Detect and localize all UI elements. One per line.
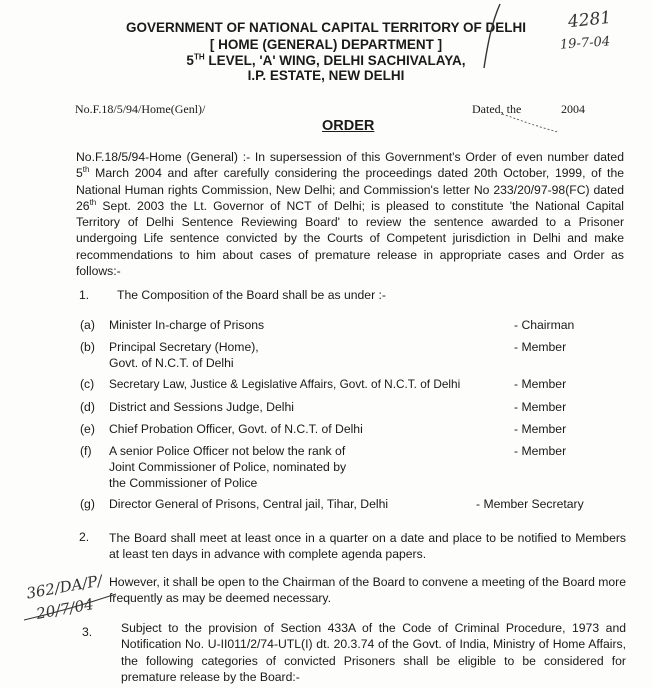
board-member-g: Director General of Prisons, Central jail, Tihar, Delhi [109, 497, 389, 511]
board-member-e: Chief Probation Officer, Govt. of N.C.T. of Delhi [109, 422, 363, 436]
board-mark-a: (a) [80, 318, 95, 332]
header-line-4: I.P. ESTATE, NEW DELHI [247, 68, 405, 83]
section-3-text: Subject to the provision of Section 433A of the Code of Criminal Procedure, 1973 and Notification No. U-II011/2/74-UTL(I) dt. 20.3.74 of the Govt. of India, Ministry of Home Affairs, the following categories of convicted Prisoners shall be eligible to be considered for premature release by the Board:- [121, 621, 626, 684]
board-mark-f: (f) [80, 444, 92, 458]
header-line-2: [ HOME (GENERAL) DEPARTMENT ] [209, 37, 443, 52]
board-member-b: Principal Secretary (Home), [109, 340, 259, 354]
section-2-number: 2. [79, 530, 90, 544]
board-mark-g: (g) [80, 497, 95, 511]
page-title: ORDER [322, 118, 375, 134]
margin-note-1: 362/DA/P/ [25, 571, 104, 603]
board-role-f: - Member [514, 444, 567, 458]
board-role-c: - Member [514, 377, 567, 391]
pen-stroke [478, 2, 508, 72]
section-3-number: 3. [82, 625, 93, 639]
section-2-text: The Board shall meet at least once in a quarter on a date and place to be notified to Members at least ten days in advance with complete agenda papers. [109, 531, 626, 562]
board-mark-b: (b) [80, 340, 95, 354]
section-1-text: The Composition of the Board shall be as under :- [117, 288, 386, 302]
board-role-a: - Chairman [514, 318, 575, 332]
header-line-1: GOVERNMENT OF NATIONAL CAPITAL TERRITORY OF DELHI [125, 20, 526, 35]
board-mark-c: (c) [80, 377, 95, 391]
board-member-b-line2: Govt. of N.C.T. of Delhi [109, 356, 234, 370]
handwritten-date: 19-7-04 [559, 34, 611, 53]
board-role-b: - Member [514, 340, 567, 354]
dated-label: Dated, the [472, 102, 522, 116]
date-scribble [500, 106, 560, 136]
file-number: No.F.18/5/94/Home(Genl)/ [75, 102, 206, 116]
section-2-text-2: However, it shall be open to the Chairman of the Board to convene a meeting of the Board more frequently as may be deemed necessary. [109, 575, 626, 606]
board-role-g: - Member Secretary [476, 497, 584, 511]
board-member-f: A senior Police Officer not below the rank of [109, 444, 346, 458]
margin-underline [20, 584, 120, 628]
handwritten-number: 4281 [567, 7, 613, 33]
margin-note-2: 20/7/04 [34, 595, 95, 623]
intro-paragraph: No.F.18/5/94-Home (General) :- In supersession of this Government's Order of even number dated 5th March 2004 and after carefully considering the proceedings dated 20th October, 1999, of the National Human rights Commission, New Delhi; and Commission's letter No 233/20/97-98(FC) dated 26th Sept. 2003 the Lt. Governor of NCT of Delhi; is pleased to constitute 'the National Capital Territory of Delhi Sentence Reviewing Board' to review the sentence awarded to a Prisoner undergoing Life sentence convicted by the Courts of Competent jurisdiction in Delhi and make recommendations to him about cases of premature release in appropriate cases and Order as follows:- [76, 150, 624, 279]
board-member-a: Minister In-charge of Prisons [109, 318, 265, 332]
board-member-f-line3: the Commissioner of Police [109, 476, 258, 490]
board-role-e: - Member [514, 422, 567, 436]
board-member-c: Secretary Law, Justice & Legislative Affairs, Govt. of N.C.T. of Delhi [109, 377, 461, 391]
dated-year: 2004 [561, 102, 585, 116]
board-role-d: - Member [514, 400, 567, 414]
board-mark-e: (e) [80, 422, 95, 436]
board-member-d: District and Sessions Judge, Delhi [109, 400, 294, 414]
section-1-number: 1. [79, 288, 90, 302]
board-member-f-line2: Joint Commissioner of Police, nominated by [109, 460, 347, 474]
header-line-3: 5TH LEVEL, 'A' WING, DELHI SACHIVALAYA, [186, 52, 466, 68]
board-mark-d: (d) [80, 400, 95, 414]
